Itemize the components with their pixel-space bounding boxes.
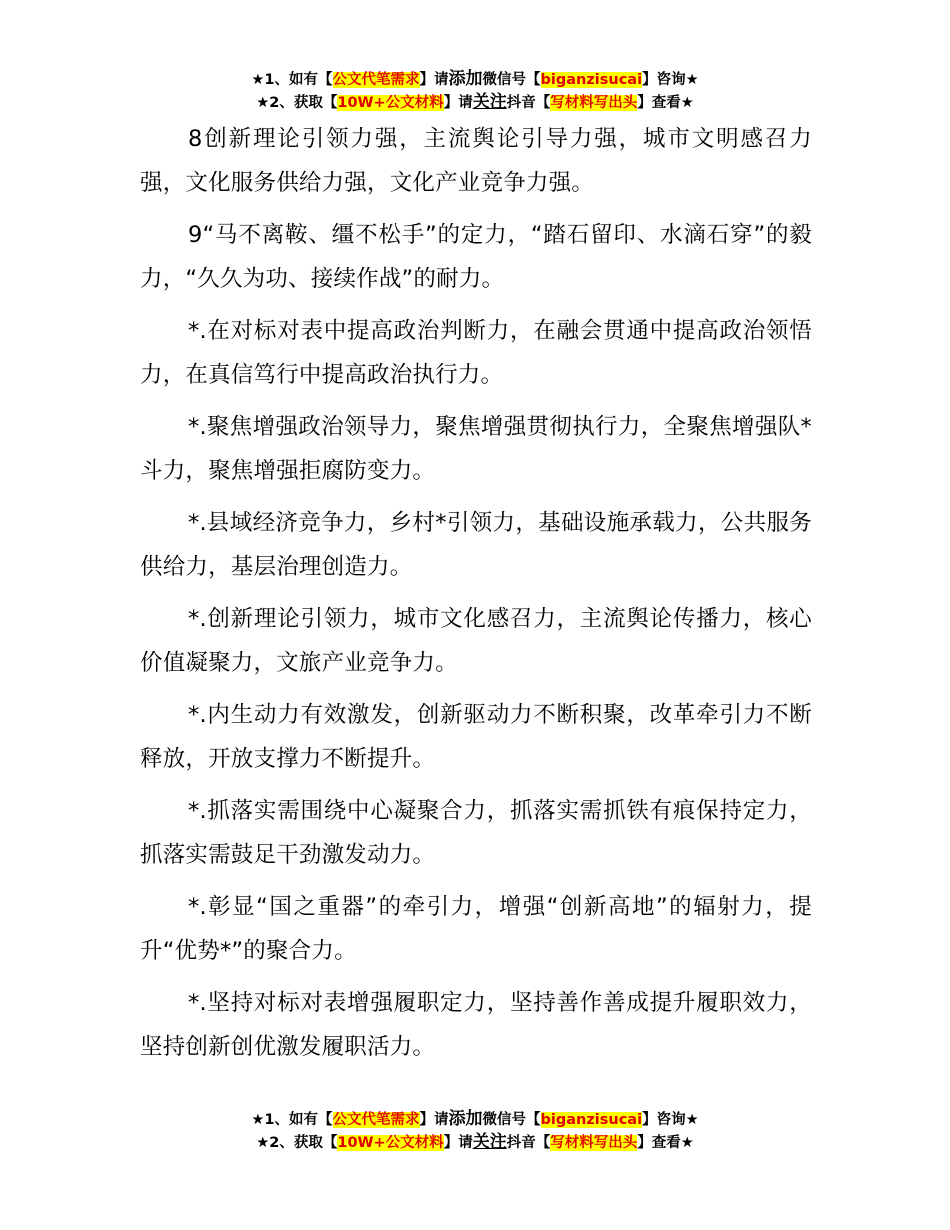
banner-text: 】查看 (637, 95, 681, 111)
star-icon: ★ (685, 1112, 699, 1128)
banner-text: 】查看 (637, 1135, 681, 1151)
paragraph: *.聚焦增强政治领导力，聚焦增强贯彻执行力，全聚焦增强队*斗力，聚焦增强拒腐防变力。 (140, 414, 812, 484)
paragraph: *.坚持对标对表增强履职定力，坚持善作善成提升履职效力，坚持创新创优激发履职活力。 (140, 990, 812, 1060)
star-icon: ★ (685, 72, 699, 88)
highlight-wechat-id: biganzisucai (540, 1112, 643, 1128)
paragraph: 9“马不离鞍、缰不松手”的定力，“踏石留印、水滴石穿”的毅力，“久久为功、接续作战”的耐力。 (140, 222, 812, 292)
banner-text: 】咨询 (642, 1112, 686, 1128)
banner-text: 微信号【 (482, 1112, 541, 1128)
star-icon: ★ (256, 95, 270, 111)
banner-line-1 (0, 1108, 950, 1131)
banner-text: 】请 (443, 95, 473, 111)
star-icon: ★ (251, 1112, 265, 1128)
highlight-service: 公文代笔需求 (332, 1112, 420, 1128)
banner-emphasis: 关注 (472, 1132, 507, 1152)
banner-text: 】请 (419, 1112, 449, 1128)
banner-text: 抖音【 (506, 1135, 551, 1151)
paragraph: *.彰显“国之重器”的牵引力，增强“创新高地”的辐射力，提升“优势*”的聚合力。 (140, 894, 812, 964)
banner-text: 1、如有【 (264, 72, 333, 88)
paragraph: *.创新理论引领力，城市文化感召力，主流舆论传播力，核心价值凝聚力，文旅产业竞争力。 (140, 606, 812, 676)
banner-line-2 (0, 1131, 950, 1154)
banner-emphasis: 关注 (472, 92, 507, 112)
paragraph: *.抓落实需围绕中心凝聚合力，抓落实需抓铁有痕保持定力，抓落实需鼓足干劲激发动力。 (140, 798, 812, 868)
highlight-douyin-account: 写材料写出头 (550, 1135, 638, 1151)
highlight-materials: 10W+公文材料 (337, 95, 444, 111)
banner-emphasis: 添加 (448, 69, 483, 89)
highlight-service: 公文代笔需求 (332, 72, 420, 88)
star-icon: ★ (680, 1135, 694, 1151)
star-icon: ★ (680, 95, 694, 111)
paragraph: 8创新理论引领力强，主流舆论引导力强，城市文明感召力强，文化服务供给力强，文化产业竞争力强。 (140, 126, 812, 196)
paragraph: *.内生动力有效激发，创新驱动力不断积聚，改革牵引力不断释放，开放支撑力不断提升。 (140, 702, 812, 772)
banner-text: 2、获取【 (269, 1135, 338, 1151)
banner-line-1 (0, 68, 950, 91)
banner-emphasis: 添加 (448, 1109, 483, 1129)
banner-text: 微信号【 (482, 72, 541, 88)
star-icon: ★ (256, 1135, 270, 1151)
banner-line-2 (0, 91, 950, 114)
banner-text: 抖音【 (506, 95, 551, 111)
document-body (140, 117, 812, 1077)
banner-text: 1、如有【 (264, 1112, 333, 1128)
banner-text: 】咨询 (642, 72, 686, 88)
highlight-materials: 10W+公文材料 (337, 1135, 444, 1151)
paragraph: *.县域经济竞争力，乡村*引领力，基础设施承载力，公共服务供给力，基层治理创造力。 (140, 510, 812, 580)
footer-banner (0, 1108, 950, 1154)
banner-text: 2、获取【 (269, 95, 338, 111)
highlight-douyin-account: 写材料写出头 (550, 95, 638, 111)
paragraph: *.在对标对表中提高政治判断力，在融会贯通中提高政治领悟力，在真信笃行中提高政治执行力。 (140, 318, 812, 388)
highlight-wechat-id: biganzisucai (540, 72, 643, 88)
header-banner (0, 68, 950, 114)
banner-text: 】请 (443, 1135, 473, 1151)
banner-text: 】请 (419, 72, 449, 88)
star-icon: ★ (251, 72, 265, 88)
